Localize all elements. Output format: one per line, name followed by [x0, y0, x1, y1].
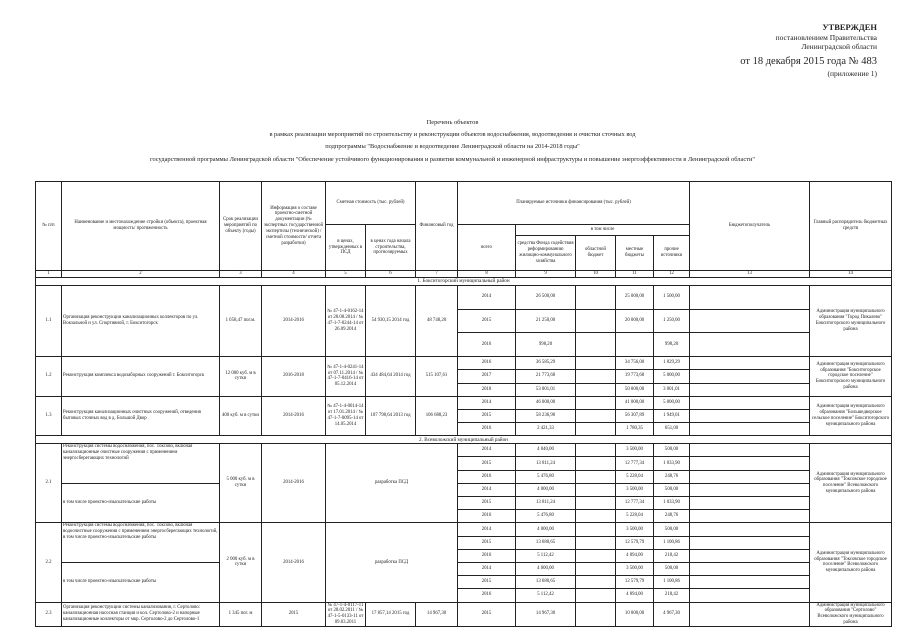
- object-est-cur: 54 930,15 2014 год: [366, 286, 416, 357]
- fund-cell: [576, 523, 616, 536]
- object-name: Реконструкция комплекса водозаборных сооружений г. Бокситогорск: [62, 357, 220, 397]
- col-num: 12: [654, 271, 690, 278]
- fund-cell: [576, 333, 616, 357]
- regional-cell: 4 894,00: [616, 589, 654, 602]
- other-cell: [690, 562, 810, 575]
- total-cell: 998,20: [516, 333, 576, 357]
- table-row: [36, 444, 892, 457]
- other-cell: [690, 444, 810, 457]
- header-docs: Информация о составе проектно-сметной документации (№ экспертных государственной экспертизы (технической) / сметной стоимости/ отчета разработки): [262, 182, 326, 271]
- object-term: 2016-2018: [262, 357, 326, 397]
- total-cell: 13 811,24: [516, 497, 576, 510]
- regional-cell: 1 780,35: [616, 423, 654, 436]
- local-cell: 651,00: [654, 423, 690, 436]
- local-cell: 998,20: [654, 333, 690, 357]
- local-cell: 1 100,86: [654, 536, 690, 549]
- fund-cell: [576, 396, 616, 409]
- regional-cell: 12 777,34: [616, 497, 654, 510]
- object-docs: № 47-1-4-0014-14 от 17.01.2014 / № 47-1-7-0095-14 от 14.05.2014: [326, 396, 366, 436]
- local-cell: 5 000,00: [654, 396, 690, 409]
- fin-year-cell: 2014: [458, 523, 516, 536]
- fin-year-cell: 2014: [458, 562, 516, 575]
- fund-cell: [576, 576, 616, 589]
- other-cell: [690, 589, 810, 602]
- regional-cell: 19 773,68: [616, 370, 654, 383]
- other-cell: [690, 602, 810, 626]
- table-row: [36, 357, 892, 370]
- fund-cell: [576, 286, 616, 310]
- object-term: 2014-2016: [262, 286, 326, 357]
- local-cell: 1 829,29: [654, 357, 690, 370]
- total-cell: 26 500,00: [516, 286, 576, 310]
- local-cell: 218,42: [654, 549, 690, 562]
- fin-year-cell: 2015: [458, 576, 516, 589]
- section-title: 2. Всеволожский муниципальный район: [36, 436, 892, 444]
- object-num: 1.1: [36, 286, 62, 357]
- fin-year-cell: 2015: [458, 409, 516, 422]
- col-num: 4: [262, 271, 326, 278]
- fund-cell: [576, 409, 616, 422]
- object-name: Организация реконструкции канализационных коллекторов по ул. Вокзальной и ул. Спортивной, г. Бокситогорск: [62, 286, 220, 357]
- object-recipient: Администрация муниципального образования "Сертолово" Всеволожского муниципального района: [810, 602, 892, 626]
- fin-year-cell: 2015: [458, 457, 516, 470]
- fund-cell: [576, 309, 616, 333]
- regional-cell: 4 894,00: [616, 549, 654, 562]
- col-num: 5: [326, 271, 366, 278]
- regional-cell: 25 000,00: [616, 286, 654, 310]
- total-cell: 5 476,80: [516, 510, 576, 523]
- object-num: 2.2: [36, 523, 62, 602]
- fund-cell: [576, 536, 616, 549]
- regional-cell: 12 579,79: [616, 536, 654, 549]
- fund-cell: [576, 483, 616, 496]
- total-cell: 21 250,00: [516, 309, 576, 333]
- heading-line-3: подпрограммы "Водоснабжение и водоотведение Ленинградской области на 2014-2018 годы": [325, 143, 580, 151]
- col-num: 7: [416, 271, 458, 278]
- total-cell: 5 112,42: [516, 589, 576, 602]
- object-num: 2.3: [36, 602, 62, 626]
- table-header-row: [36, 182, 892, 225]
- col-num: 2: [62, 271, 220, 278]
- header-fin-year: Финансовый год: [416, 182, 458, 271]
- object-term: 2015: [262, 602, 326, 626]
- local-cell: 1 500,00: [654, 286, 690, 310]
- object-recipient: Администрация муниципального образования "Токсовское городское поселение" Всеволожского муниципального района: [810, 523, 892, 602]
- fin-year-cell: 2018: [458, 383, 516, 396]
- local-cell: 500,00: [654, 562, 690, 575]
- regional-cell: 56 307,89: [616, 409, 654, 422]
- fin-year-cell: 2016: [458, 510, 516, 523]
- fund-cell: [576, 383, 616, 396]
- fin-year-cell: 2015: [458, 309, 516, 333]
- fund-cell: [576, 357, 616, 370]
- total-cell: 46 000,00: [516, 396, 576, 409]
- local-cell: 1 250,00: [654, 309, 690, 333]
- fund-cell: [576, 444, 616, 457]
- regional-cell: 34 756,00: [616, 357, 654, 370]
- object-docs: разработка ПСД: [326, 444, 458, 523]
- document-heading: [0, 117, 905, 166]
- local-cell: 1 100,86: [654, 576, 690, 589]
- fin-year-cell: 2016: [458, 589, 516, 602]
- header-oth: прочие источники: [654, 236, 690, 271]
- local-cell: 500,00: [654, 483, 690, 496]
- object-sub-label: в том числе проектно-изыскательские работы: [62, 562, 220, 602]
- fund-cell: [576, 510, 616, 523]
- other-cell: [690, 536, 810, 549]
- object-est-cur: 434 484,64 2014 год: [366, 357, 416, 397]
- objects-table: [35, 181, 892, 627]
- local-cell: 4 967,30: [654, 602, 690, 626]
- regional-cell: 41 000,00: [616, 396, 654, 409]
- col-num: 1: [36, 271, 62, 278]
- fin-year-cell: 2015: [458, 497, 516, 510]
- fin-year-cell: 2016: [458, 333, 516, 357]
- header-name: Наименование и местонахождение стройки (объекта), проектная мощность/ протяженность: [62, 182, 220, 271]
- total-cell: 2 421,33: [516, 423, 576, 436]
- regional-cell: 3 500,00: [616, 483, 654, 496]
- col-num: 6: [366, 271, 416, 278]
- local-cell: 248,76: [654, 470, 690, 483]
- header-est: Сметная стоимость (тыс. рублей): [326, 182, 416, 225]
- fin-year-cell: 2016: [458, 470, 516, 483]
- other-cell: [690, 357, 810, 370]
- other-cell: [690, 470, 810, 483]
- regional-cell: 3 500,00: [616, 523, 654, 536]
- local-cell: 248,76: [654, 510, 690, 523]
- other-cell: [690, 483, 810, 496]
- other-cell: [690, 286, 810, 310]
- object-docs: № 47-1-4-0117-11 от 28.02.2011 / № 47-1-5-0133-11 от 09.03.2011: [326, 602, 366, 626]
- other-cell: [690, 409, 810, 422]
- object-recipient: Администрация муниципального образования "Бокситогорское городское поселение" Бокситогорского муниципального района: [810, 357, 892, 397]
- object-capacity: 5 000 куб. м в сутки: [220, 444, 262, 523]
- heading-line-2: в рамках реализации мероприятий по строительству и реконструкции объектов водоснабжения, водоотведения и очистки сточных вод: [269, 131, 636, 139]
- object-recipient: Администрация муниципального образования "Токсовское городское поселение" Всеволожского муниципального района: [810, 444, 892, 523]
- col-num: 11: [616, 271, 654, 278]
- header-total: всего: [458, 225, 516, 271]
- col-num: 3: [220, 271, 262, 278]
- fin-year-cell: 2014: [458, 396, 516, 409]
- heading-line-1: Перечень объектов: [426, 119, 479, 126]
- section-row: [36, 278, 892, 286]
- local-cell: 218,42: [654, 589, 690, 602]
- object-capacity: 12 000 куб. м в сутки: [220, 357, 262, 397]
- fin-year-cell: 2014: [458, 286, 516, 310]
- fund-cell: [576, 470, 616, 483]
- fin-year-cell: 2014: [458, 444, 516, 457]
- table-row: [36, 483, 892, 496]
- object-term: 2014-2016: [262, 523, 326, 602]
- header-fund: средства Фонда содействия реформированию жилищно-коммунального хозяйства: [516, 236, 576, 271]
- object-name: Реконструкция системы водоснабжения, пос. Токсово, включая водоочистные сооружения с применением энергосберегающих технологий, в том числе проектно-изыскательские работы: [62, 523, 220, 563]
- header-recipient: Бюджетополучатель: [690, 182, 810, 271]
- other-cell: [690, 457, 810, 470]
- section-title: 1. Бокситогорский муниципальный район: [36, 278, 892, 286]
- header-num: № п/п: [36, 182, 62, 271]
- object-est-cur: 17 857,14 2015 год: [366, 602, 416, 626]
- object-est-start: 106 688,23: [416, 396, 458, 436]
- object-recipient: Администрация муниципального образования "Город Пикалево" Бокситогорского муниципального района: [810, 286, 892, 357]
- other-cell: [690, 497, 810, 510]
- object-name: Реконструкция системы водоснабжения, пос. Токсово, включая канализационные очистные сооружения с применением энергосберегающих технологий: [62, 444, 220, 484]
- fund-cell: [576, 497, 616, 510]
- fin-year-cell: 2016: [458, 357, 516, 370]
- local-cell: 1 033,90: [654, 497, 690, 510]
- object-recipient: Администрация муниципального образования "Большедворское сельское поселение" Бокситогорского муниципального района: [810, 396, 892, 436]
- object-est-cur: 107 798,64 2013 год: [366, 396, 416, 436]
- object-capacity: 2 000 куб. м в сутки: [220, 523, 262, 602]
- object-name: Организация реконструкции системы канализования, г. Сертолово: канализационная насосная станция и кол. Сертолово-2 и напорные канализационные коллекторы от мкр. Сертолово-2 до Сертолово-1: [62, 602, 220, 626]
- object-name: Реконструкция канализационных очистных сооружений, отведения бытовых сточных вод в д. Большой Двор: [62, 396, 220, 436]
- fund-cell: [576, 589, 616, 602]
- approval-date: от 18 декабря 2015 года № 483: [740, 56, 877, 68]
- object-est-start: 515 107,61: [416, 357, 458, 397]
- total-cell: 4 040,00: [516, 444, 576, 457]
- table-row: [36, 523, 892, 536]
- other-cell: [690, 309, 810, 333]
- header-gr: Главный распорядитель бюджетных средств: [810, 182, 892, 271]
- other-cell: [690, 549, 810, 562]
- approval-title: УТВЕРЖДЕН: [822, 22, 877, 32]
- fin-year-cell: 2016: [458, 423, 516, 436]
- local-cell: 500,00: [654, 523, 690, 536]
- other-cell: [690, 423, 810, 436]
- other-cell: [690, 523, 810, 536]
- object-capacity: 1 058,47 пог.м.: [220, 286, 262, 357]
- fin-year-cell: 2017: [458, 370, 516, 383]
- object-num: 1.3: [36, 396, 62, 436]
- object-docs: разработка ПСД: [326, 523, 458, 602]
- total-cell: 13 680,65: [516, 576, 576, 589]
- object-capacity: 1 345 пог. м: [220, 602, 262, 626]
- local-cell: 1 949,01: [654, 409, 690, 422]
- fund-cell: [576, 457, 616, 470]
- object-est-start: 48 748,20: [416, 286, 458, 357]
- approval-block: [617, 22, 877, 78]
- col-num: 9: [516, 271, 576, 278]
- col-num: 8: [458, 271, 516, 278]
- table-row: [36, 286, 892, 310]
- total-cell: 36 585,29: [516, 357, 576, 370]
- regional-cell: 10 000,00: [616, 602, 654, 626]
- section-row: [36, 436, 892, 444]
- other-cell: [690, 383, 810, 396]
- col-num: 10: [576, 271, 616, 278]
- regional-cell: 20 000,00: [616, 309, 654, 333]
- header-incl: в том числе: [516, 225, 690, 236]
- object-docs: № 47-1-4-0162-14 от 28.08.2014 / № 47-1-7-0244-14 от 26.09.2014: [326, 286, 366, 357]
- header-plan: Планируемые источники финансирования (тыс. рублей): [458, 182, 690, 225]
- regional-cell: 12 777,34: [616, 457, 654, 470]
- total-cell: 5 112,42: [516, 549, 576, 562]
- fund-cell: [576, 562, 616, 575]
- other-cell: [690, 576, 810, 589]
- object-docs: № 47-1-4-0241-14 от 07.11.2014 / № 47-1-7-0416-14 от 05.12.2014: [326, 357, 366, 397]
- regional-cell: [616, 333, 654, 357]
- local-cell: 500,00: [654, 444, 690, 457]
- col-num: 14: [810, 271, 892, 278]
- approval-line2: Ленинградской области: [801, 42, 877, 51]
- total-cell: 4 000,00: [516, 562, 576, 575]
- fund-cell: [576, 549, 616, 562]
- header-term: Срок реализации мероприятий по объекту (годы): [220, 182, 262, 271]
- column-numbers-row: [36, 271, 892, 278]
- header-est-cur: в ценах, утвержденных в ПСД: [326, 225, 366, 271]
- local-cell: 1 033,90: [654, 457, 690, 470]
- object-est-start: 14 967,30: [416, 602, 458, 626]
- other-cell: [690, 370, 810, 383]
- object-num: 2.1: [36, 444, 62, 523]
- table-row: [36, 602, 892, 626]
- total-cell: 14 967,30: [516, 602, 576, 626]
- heading-line-4: государственной программы Ленинградской области "Обеспечение устойчивого функционирования и развития коммунальной и инженерной инфраструктуры и повышение энергоэффективности в Ленинградской области": [149, 155, 755, 163]
- total-cell: 58 236,90: [516, 409, 576, 422]
- header-est-start: в ценах года начала строительства, прогнозируемых: [366, 225, 416, 271]
- header-loc: местные бюджеты: [616, 236, 654, 271]
- total-cell: 21 773,68: [516, 370, 576, 383]
- local-cell: 5 000,00: [654, 370, 690, 383]
- total-cell: 4 000,00: [516, 483, 576, 496]
- object-term: 2014-2016: [262, 444, 326, 523]
- fin-year-cell: 2015: [458, 536, 516, 549]
- fund-cell: [576, 370, 616, 383]
- header-reg: областной бюджет: [576, 236, 616, 271]
- fund-cell: [576, 602, 616, 626]
- approval-line1: постановлением Правительства: [775, 32, 877, 42]
- object-capacity: 400 куб. м в сутки: [220, 396, 262, 436]
- table-row: [36, 562, 892, 575]
- regional-cell: 5 228,04: [616, 510, 654, 523]
- total-cell: 5 476,80: [516, 470, 576, 483]
- total-cell: 13 680,65: [516, 536, 576, 549]
- fin-year-cell: 2015: [458, 602, 516, 626]
- regional-cell: 50 000,00: [616, 383, 654, 396]
- other-cell: [690, 396, 810, 409]
- regional-cell: 12 579,79: [616, 576, 654, 589]
- total-cell: 13 811,24: [516, 457, 576, 470]
- other-cell: [690, 510, 810, 523]
- regional-cell: 5 228,04: [616, 470, 654, 483]
- object-sub-label: в том числе проектно-изыскательские работы: [62, 483, 220, 523]
- other-cell: [690, 333, 810, 357]
- local-cell: 3 001,01: [654, 383, 690, 396]
- col-num: 13: [690, 271, 810, 278]
- table-row: [36, 396, 892, 409]
- approval-appendix: (приложение 1): [827, 68, 877, 78]
- total-cell: 4 000,00: [516, 523, 576, 536]
- regional-cell: 3 500,00: [616, 444, 654, 457]
- object-term: 2014-2016: [262, 396, 326, 436]
- fin-year-cell: 2014: [458, 483, 516, 496]
- total-cell: 53 001,01: [516, 383, 576, 396]
- object-num: 1.2: [36, 357, 62, 397]
- fin-year-cell: 2016: [458, 549, 516, 562]
- fund-cell: [576, 423, 616, 436]
- regional-cell: 3 500,00: [616, 562, 654, 575]
